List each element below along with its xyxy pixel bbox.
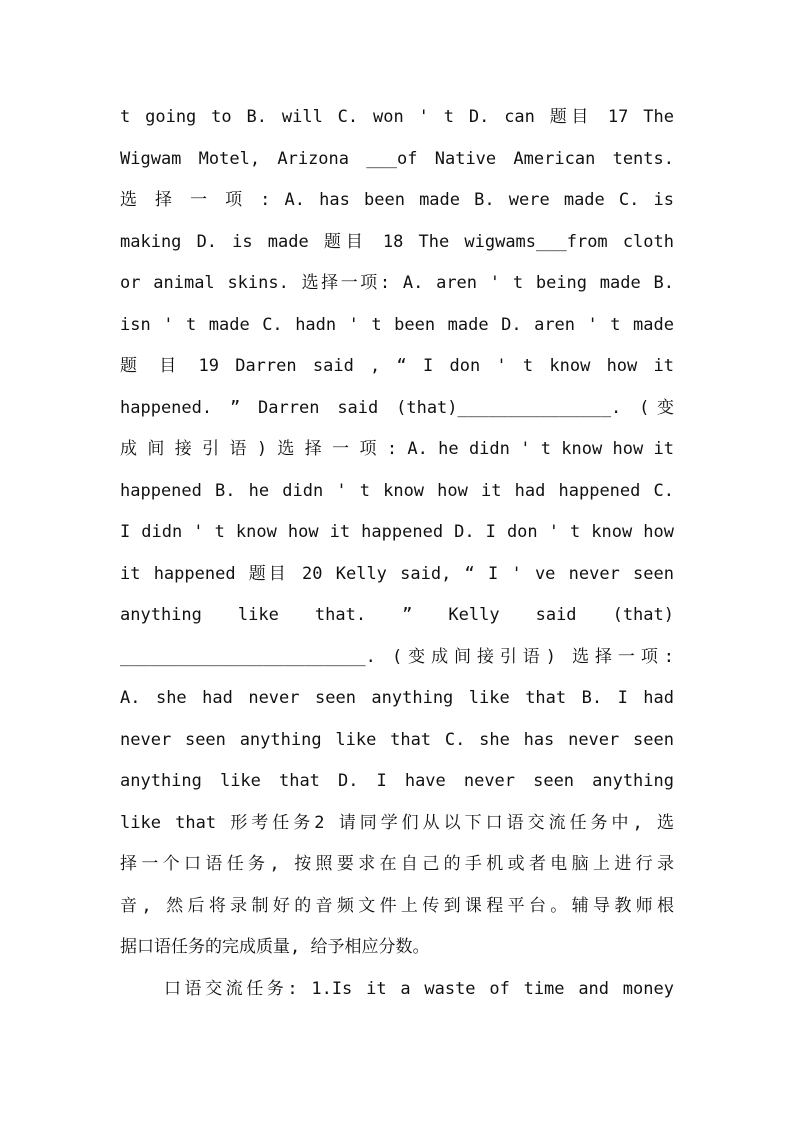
text-line: anything like that D. I have never seen anything bbox=[120, 771, 674, 791]
text-line: or animal skins. 选择一项: A. aren ' t being made B. bbox=[120, 273, 674, 293]
text-line: ________________________. (变成间接引语) 选择一项: bbox=[120, 646, 674, 667]
text-line: happened. ” Darren said (that)_______________. (变 bbox=[120, 397, 674, 418]
text-line: 题 目 19 Darren said , “ I don ' t know how it bbox=[120, 356, 674, 376]
text-line: making D. is made 题目 18 The wigwams___from cloth bbox=[120, 231, 674, 252]
document-body bbox=[120, 97, 674, 1010]
text-line: A. she had never seen anything like that B. I had bbox=[120, 688, 674, 708]
text-line: like that 形考任务2 请同学们从以下口语交流任务中, 选 bbox=[120, 812, 674, 833]
text-line: isn ' t made C. hadn ' t been made D. aren ' t made bbox=[120, 314, 674, 335]
text-line: anything like that. ” Kelly said (that) bbox=[120, 605, 674, 625]
text-line: 选 择 一 项 : A. has been made B. were made C. is bbox=[120, 190, 674, 210]
text-line: Wigwam Motel, Arizona ___of Native American tents. bbox=[120, 148, 674, 169]
text-line: 据口语任务的完成质量, 给予相应分数。 bbox=[120, 937, 430, 957]
text-line: 成 间 接 引 语 ) 选 择 一 项 : A. he didn ' t know how it bbox=[120, 439, 674, 459]
text-line: never seen anything like that C. she has never seen bbox=[120, 729, 674, 750]
text-line: t going to B. will C. won ' t D. can 题目 17 The bbox=[120, 107, 674, 127]
text-line: it happened 题目 20 Kelly said, “ I ' ve never seen bbox=[120, 563, 674, 584]
text-line: 择一个口语任务, 按照要求在自己的手机或者电脑上进行录 bbox=[120, 854, 674, 874]
text-line: happened B. he didn ' t know how it had happened C. bbox=[120, 480, 674, 501]
text-line: 口语交流任务: 1.Is it a waste of time and money bbox=[164, 978, 674, 999]
text-line: 音, 然后将录制好的音频文件上传到课程平台。辅导教师根 bbox=[120, 895, 674, 916]
text-line: I didn ' t know how it happened D. I don ' t know how bbox=[120, 522, 674, 542]
